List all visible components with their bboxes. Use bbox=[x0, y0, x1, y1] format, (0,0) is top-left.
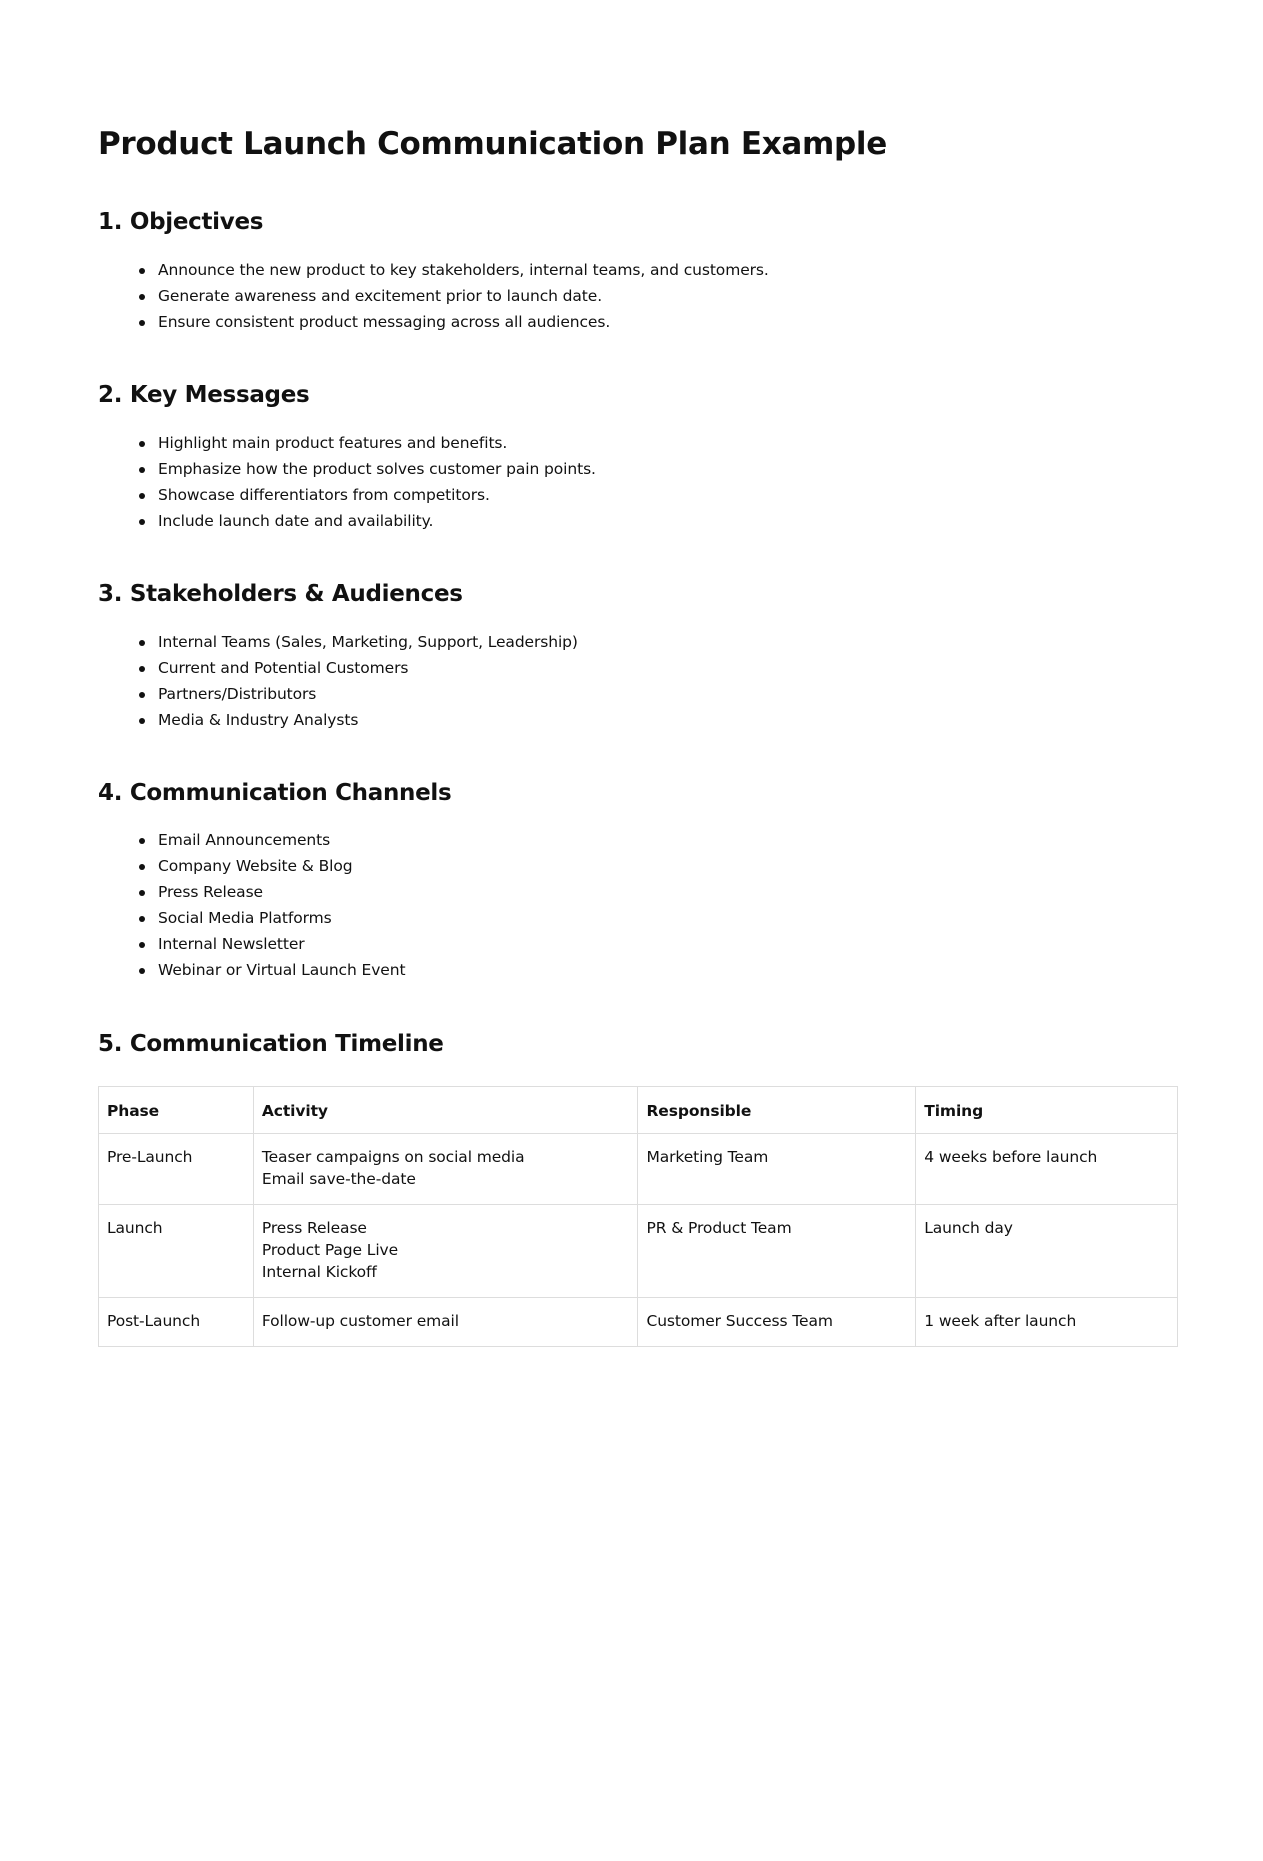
list-item: Media & Industry Analysts bbox=[158, 707, 578, 733]
activity-line: Product Page Live bbox=[261, 1241, 399, 1259]
objectives-list bbox=[98, 257, 769, 335]
cell-phase: Pre-Launch bbox=[99, 1134, 254, 1205]
key-messages-list bbox=[98, 430, 596, 534]
channels-list bbox=[98, 827, 405, 983]
list-item: Generate awareness and excitement prior to launch date. bbox=[158, 283, 769, 309]
stakeholders-list bbox=[98, 629, 578, 733]
cell-responsible: Marketing Team bbox=[638, 1134, 916, 1205]
page-title: Product Launch Communication Plan Example bbox=[98, 126, 887, 162]
activity-line: Teaser campaigns on social media bbox=[261, 1148, 525, 1166]
activity-line: Follow-up customer email bbox=[261, 1312, 459, 1330]
table-header-row bbox=[99, 1087, 1178, 1134]
table-row bbox=[99, 1205, 1178, 1298]
cell-timing: 4 weeks before launch bbox=[916, 1134, 1178, 1205]
list-item: Press Release bbox=[158, 879, 405, 905]
list-item: Email Announcements bbox=[158, 827, 405, 853]
timeline-table bbox=[98, 1086, 1178, 1347]
cell-activity bbox=[253, 1205, 638, 1298]
section-heading-objectives: 1. Objectives bbox=[98, 209, 264, 235]
list-item: Include launch date and availability. bbox=[158, 508, 596, 534]
column-header-phase: Phase bbox=[99, 1087, 254, 1134]
cell-activity bbox=[253, 1298, 638, 1347]
list-item: Ensure consistent product messaging across all audiences. bbox=[158, 309, 769, 335]
list-item: Announce the new product to key stakeholders, internal teams, and customers. bbox=[158, 257, 769, 283]
cell-phase: Post-Launch bbox=[99, 1298, 254, 1347]
section-heading-stakeholders: 3. Stakeholders & Audiences bbox=[98, 581, 463, 607]
table-row bbox=[99, 1298, 1178, 1347]
section-heading-channels: 4. Communication Channels bbox=[98, 780, 452, 806]
column-header-activity: Activity bbox=[253, 1087, 638, 1134]
list-item: Company Website & Blog bbox=[158, 853, 405, 879]
cell-timing: Launch day bbox=[916, 1205, 1178, 1298]
list-item: Social Media Platforms bbox=[158, 905, 405, 931]
cell-phase: Launch bbox=[99, 1205, 254, 1298]
list-item: Webinar or Virtual Launch Event bbox=[158, 957, 405, 983]
list-item: Showcase differentiators from competitors. bbox=[158, 482, 596, 508]
cell-activity bbox=[253, 1134, 638, 1205]
list-item: Highlight main product features and benefits. bbox=[158, 430, 596, 456]
activity-line: Press Release bbox=[261, 1219, 367, 1237]
cell-timing: 1 week after launch bbox=[916, 1298, 1178, 1347]
activity-line: Internal Kickoff bbox=[261, 1263, 377, 1281]
column-header-responsible: Responsible bbox=[638, 1087, 916, 1134]
cell-responsible: Customer Success Team bbox=[638, 1298, 916, 1347]
table-row bbox=[99, 1134, 1178, 1205]
list-item: Current and Potential Customers bbox=[158, 655, 578, 681]
section-heading-key-messages: 2. Key Messages bbox=[98, 382, 310, 408]
column-header-timing: Timing bbox=[916, 1087, 1178, 1134]
list-item: Internal Newsletter bbox=[158, 931, 405, 957]
activity-line: Email save-the-date bbox=[261, 1170, 416, 1188]
section-heading-timeline: 5. Communication Timeline bbox=[98, 1031, 444, 1057]
list-item: Internal Teams (Sales, Marketing, Support, Leadership) bbox=[158, 629, 578, 655]
list-item: Partners/Distributors bbox=[158, 681, 578, 707]
cell-responsible: PR & Product Team bbox=[638, 1205, 916, 1298]
list-item: Emphasize how the product solves customer pain points. bbox=[158, 456, 596, 482]
